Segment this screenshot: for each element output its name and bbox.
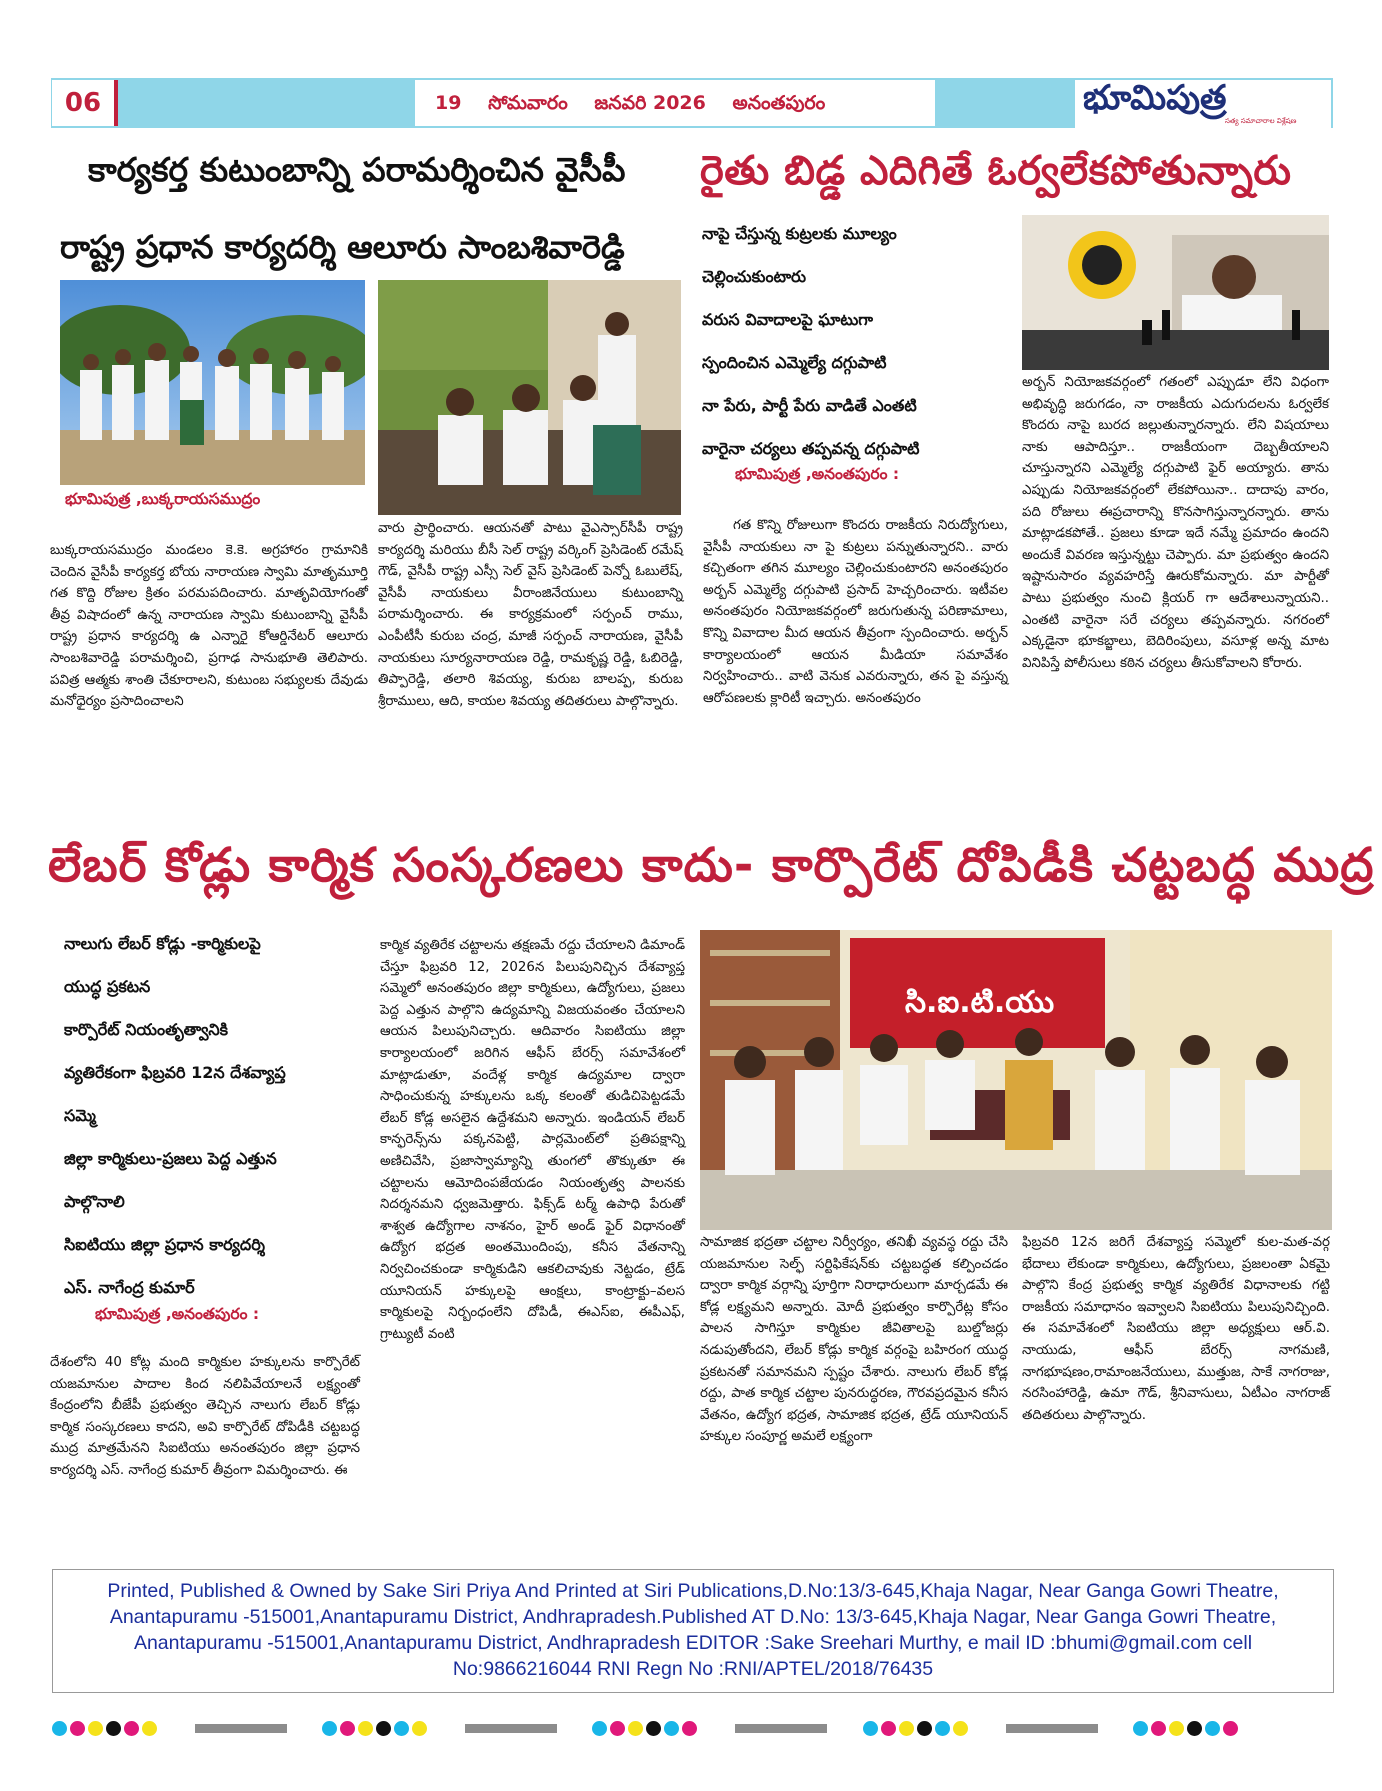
bottom-headline: లేబర్ కోడ్లు కార్మిక సంస్కరణలు కాదు- కార్పొరేట్ దోపిడీకి చట్టబద్ధ ముద్ర bbox=[48, 838, 1375, 893]
logo-text: భూమిపుత్ర bbox=[1083, 78, 1227, 118]
right-subhead: వారైనా చర్యలు తప్పవన్న దగ్గుపాటి bbox=[702, 439, 920, 458]
page-number: 06 bbox=[52, 80, 118, 126]
bottom-subhead: యుద్ధ ప్రకటన bbox=[64, 977, 151, 996]
newspaper-logo bbox=[1075, 80, 1331, 128]
bottom-subheads bbox=[64, 922, 364, 1309]
imprint-box bbox=[52, 1569, 1334, 1693]
registration-colorbar bbox=[52, 1721, 1332, 1737]
right-byline: భూమిపుత్ర ,అనంతపురం : bbox=[735, 465, 900, 483]
citu-banner-text: సి.ఐ.టి.యు bbox=[905, 985, 1055, 1020]
photo-citu-illustration bbox=[700, 930, 1332, 1230]
photo-mla-press-meet bbox=[1022, 215, 1329, 370]
left-headline-1: కార్యకర్త కుటుంబాన్ని పరామర్శించిన వైసీపీ bbox=[88, 150, 626, 189]
bottom-subhead: సమ్మె bbox=[64, 1106, 96, 1125]
bottom-subhead: వ్యతిరేకంగా ఫిబ్రవరి 12న దేశవ్యాప్త bbox=[64, 1063, 286, 1082]
right-col-b: అర్బన్ నియోజకవర్గంలో గతంలో ఎప్పుడూ లేని విధంగా అభివృద్ధి జరుగడం, నా రాజకీయ ఎదుగుదలను ఓర్వలేక కొందరు నాపై బురద జల్లుతున్నారన్నారు. లేని విషయాలు నాకు ఆపాదిస్తూ.. రాజకీయంగా దెబ్బతీయాలని చూస్తున్నారని ఎమ్మెల్యే దగ్గుపాటి ఫైర్ అయ్యారు. తాను ఎప్పుడు నియోజకవర్గంలో లేకపోయినా.. దాదాపు వారం, పది రోజులు ఈప్రచారాన్ని కొనసాగిస్తున్నారన్నారు. తాను మాట్లాడకపోతే.. ప్రజలు కూడా ఇదే నమ్మే ప్రమాదం ఉందని అందుకే వివరణ ఇస్తున్నట్టు చెప్పారు. మా ప్రభుత్వం ఉందని ఇష్టానుసారం వ్యవహరిస్తే ఊరుకోమన్నారు. మా పార్టీతో పాటు ప్రభుత్వం నుంచి క్లియర్ గా ఆదేశాలున్నాయని.. ఎంతటి వారైనా సరే చర్యలు తప్పవన్నారు. నగరంలో ఎక్కడైనా భూకబ్జాలు, బెదిరింపులు, వసూళ్ల అన్న మాట వినిపిస్తే పోలీసులు కఠిన చర్యలు తీసుకోవాలని కోరారు. bbox=[1022, 375, 1329, 671]
right-headline: రైతు బిడ్డ ఎదిగితే ఓర్వలేకపోతున్నారు bbox=[700, 148, 1292, 194]
bottom-col-4: ఫిబ్రవరి 12న జరిగే దేశవ్యాప్త సమ్మెలో కుల-మత-వర్గ భేదాలు లేకుండా కార్మికులు, ఉద్యోగులు, ప్రజలంతా ఏకమై పాల్గొని కేంద్ర ప్రభుత్వ కార్మిక వ్యతిరేక విధానాలకు గట్టి రాజకీయ సమాధానం ఇవ్వాలని సిఐటియు పిలుపునిచ్చింది. ఈ సమావేశంలో సిఐటియు జిల్లా అధ్యక్షులు ఆర్.వి. నాయుడు, ఆఫీస్ బేరర్స్ నాగమణి, నాగభూషణం,రామాంజనేయులు, ముత్తుజ, సాకే నాగరాజు, నరసింహారెడ్డి, ఉమా గౌడ్, శ్రీనివాసులు, ఏటీఎం నాగరాజ్ తదితరులు పాల్గొన్నారు. bbox=[1022, 1235, 1330, 1423]
bottom-byline: భూమిపుత్ర ,అనంతపురం : bbox=[95, 1305, 260, 1323]
city: అనంతపురం bbox=[732, 92, 826, 114]
weekday: సోమవారం bbox=[488, 92, 568, 114]
photo-press-meet-illustration bbox=[1022, 215, 1329, 370]
date-day: 19 bbox=[435, 92, 462, 114]
bottom-subhead: కార్పొరేట్ నియంతృత్వానికి bbox=[64, 1020, 229, 1039]
photo-leaders-meeting bbox=[378, 280, 681, 515]
right-subhead: చెల్లించుకుంటారు bbox=[702, 267, 807, 286]
date-line bbox=[415, 80, 935, 126]
left-headline-2: రాష్ట్ర ప్రధాన కార్యదర్శి ఆలూరు సాంబశివారెడ్డి bbox=[60, 228, 625, 266]
photo-meeting-illustration bbox=[378, 280, 681, 515]
imprint-text: Printed, Published & Owned by Sake Siri Priya And Printed at Siri Publications,D.No:13/3-645,Khaja Nagar, Near Ganga Gowri Theatre, Anantapuramu -515001,Anantapuramu District, Andhrapradesh.Published AT D.No: 13/3-645,Khaja Nagar, Near Ganga Gowri Theatre, Anantapuramu -515001,Anantapuramu District, Andhrapradesh EDITOR :Sake Sreehari Murthy, e mail ID :bhumi@gmail.com cell No:9866216044 RNI Regn No :RNI/APTEL/2018/76435 bbox=[107, 1580, 1279, 1680]
bottom-subhead: ఎస్. నాగేంద్ర కుమార్ bbox=[64, 1278, 195, 1297]
logo-tagline: సత్య సమాచారాల విశ్లేషణ bbox=[1225, 117, 1297, 125]
right-subhead: స్పందించిన ఎమ్మెల్యే దగ్గుపాటి bbox=[702, 353, 887, 372]
bottom-col-1: దేశంలోని 40 కోట్ల మంది కార్మికుల హక్కులను కార్పొరేట్ యజమానుల పాదాల కింద నలిపివేయాలనే లక్ష్యంతో కేంద్రంలోని బీజేపీ ప్రభుత్వం తెచ్చిన నాలుగు లేబర్ కోడ్లు కార్మిక సంస్కరణలు కాదని, అవి కార్పొరేట్ దోపిడీకి చట్టబద్ధ ముద్ర మాత్రమేనని సిఐటియు అనంతపురం జిల్లా ప్రధాన కార్యదర్శి ఎస్. నాగేంద్ర కుమార్ తీవ్రంగా విమర్శించారు. ఈ bbox=[50, 1355, 360, 1478]
bottom-subhead: పాల్గొనాలి bbox=[64, 1192, 125, 1211]
photo-walking-illustration bbox=[60, 280, 365, 485]
month-year: జనవరి 2026 bbox=[594, 92, 706, 114]
bottom-subhead: నాలుగు లేబర్ కోడ్లు -కార్మికులపై bbox=[64, 934, 261, 953]
bottom-subhead: జిల్లా కార్మికులు-ప్రజలు పెద్ద ఎత్తున bbox=[64, 1149, 277, 1168]
left-byline: భూమిపుత్ర ,బుక్కరాయసముద్రం bbox=[65, 490, 261, 508]
photo-citu-meeting bbox=[700, 930, 1332, 1230]
bottom-subhead: సిఐటియు జిల్లా ప్రధాన కార్యదర్శి bbox=[64, 1235, 265, 1254]
right-subhead: నా పేరు, పార్టీ పేరు వాడితే ఎంతటి bbox=[702, 396, 917, 415]
right-subhead: వరుస వివాదాలపై ఘాటుగా bbox=[702, 310, 873, 329]
bottom-col-2: కార్మిక వ్యతిరేక చట్టాలను తక్షణమే రద్దు చేయాలని డిమాండ్ చేస్తూ ఫిబ్రవరి 12, 2026న పిలుపునిచ్చిన దేశవ్యాప్త సమ్మెలో అనంతపురం జిల్లా కార్మికులు, ఉద్యోగులు, ప్రజలు పెద్ద ఎత్తున పాల్గొని ఉద్యమాన్ని విజయవంతం చేయాలని ఆయన పిలుపునిచ్చారు. ఆదివారం సిఐటియు జిల్లా కార్యాలయంలో జరిగిన ఆఫీస్ బేరర్స్ సమావేశంలో మాట్లాడుతూ, వందేళ్ల కార్మిక ఉద్యమాల ద్వారా సాధించుకున్న హక్కులను ఒక్క కలంతో తుడిచిపెట్టడమే లేబర్ కోడ్ల అసలైన ఉద్దేశమని అన్నారు. ఇండియన్ లేబర్ కాన్ఫరెన్స్‌ను పక్కనపెట్టి, పార్లమెంట్‌లో ప్రతిపక్షాన్ని అణిచివేసి, ప్రజాస్వామ్యాన్ని తుంగలో తొక్కుతూ ఈ చట్టాలను ఆమోదింపజేయడం నియంతృత్వ పాలనకు నిదర్శనమని ధ్వజమెత్తారు. ఫిక్స్‌డ్ టర్మ్ ఉపాధి పేరుతో శాశ్వత ఉద్యోగాల నాశనం, హైర్ అండ్ ఫైర్ విధానంతో ఉద్యోగ భద్రత అంతమొందింపు, కనీస వేతనాన్ని నిర్వచించకుండా కార్మికుడిని ఆకలిచావుకు నెట్టడం, ట్రేడ్ యూనియన్ హక్కులపై ఆంక్షలు, కాంట్రాక్టు–వలస కార్మికులపై నిర్బంధంలేని దోపిడీ, ఈఎస్ఐ, ఈపీఎఫ్, గ్రాట్యుటీ వంటి bbox=[380, 938, 685, 1342]
left-col-2: వారు ప్రార్థించారు. ఆయనతో పాటు వైఎస్సార్‌సీపీ రాష్ట్ర కార్యదర్శి మరియు బీసీ సెల్ రాష్ట్ర వర్కింగ్ ప్రెసిడెంట్ రమేష్ గౌడ్, వైసీపీ రాష్ట్ర ఎస్సీ సెల్ వైస్ ప్రెసిడెంట్ పెన్నో ఓబులేష్, వైసీపీ నాయకులు వీరాంజినేయులు కుటుంబాన్ని పరామర్శించారు. ఈ కార్యక్రమంలో సర్పంచ్ రాము, ఎంపీటీసీ కురుబ చంద్ర, మాజీ సర్పంచ్ నారాయణ, వైసీపీ నాయకులు సూర్యనారాయణ రెడ్డి, రామకృష్ణ రెడ్డి, ఓబిరెడ్డి, తిప్పారెడ్డి, తలారి శివయ్య, కురుబ బాలప్ప, కురుబ శ్రీరాములు, ఆది, కాయల శివయ్య తదితరులు పాల్గొన్నారు. bbox=[378, 521, 683, 709]
photo-leaders-walking bbox=[60, 280, 365, 485]
bottom-col-3: సామాజిక భద్రతా చట్టాల నిర్వీర్యం, తనిఖీ వ్యవస్థ రద్దు చేసి యజమానుల సెల్ఫ్ సర్టిఫికేషన్‌కు చట్టబద్ధత కల్పించడం ద్వారా కార్మిక వర్గాన్ని పూర్తిగా నిరాధారులుగా మార్చడమే ఈ కోడ్ల లక్ష్యమని అన్నారు. మోదీ ప్రభుత్వం కార్పొరేట్ల కోసం పాలన సాగిస్తూ కార్మికుల జీవితాలపై బుల్డోజర్లు నడుపుతోందని, లేబర్ కోడ్లు కార్మిక వర్గంపై బహిరంగ యుద్ధ ప్రకటనతో సమానమని స్పష్టం చేశారు. నాలుగు లేబర్ కోడ్ల రద్దు, పాత కార్మిక చట్టాల పునరుద్ధరణ, గౌరవప్రదమైన కనీస వేతనం, ఉద్యోగ భద్రత, సామాజిక భద్రత, ట్రేడ్ యూనియన్ హక్కుల సంపూర్ణ అమలే లక్ష్యంగా bbox=[700, 1235, 1008, 1445]
right-subheads bbox=[702, 212, 1012, 470]
right-subhead: నాపై చేస్తున్న కుట్రలకు మూల్యం bbox=[702, 224, 897, 243]
left-col-1: బుక్కరాయసముద్రం మండలం కె.కె. అగ్రహారం గ్రామానికి చెందిన వైసీపీ కార్యకర్త బోయ నారాయణ స్వామి మాతృమూర్తి గత కొద్ది రోజుల క్రితం పరమపదించారు. మాతృవియోగంతో తీవ్ర విషాదంలో ఉన్న నారాయణ స్వామి కుటుంబాన్ని వైసీపీ రాష్ట్ర ప్రధాన కార్యదర్శి ఉ ఎన్నారై కోఆర్డినేటర్ ఆలూరు సాంబశివారెడ్డి పరామర్శించి, ప్రగాఢ సానుభూతి తెలిపారు. పవిత్ర ఆత్మకు శాంతి చేకూరాలని, కుటుంబ సభ్యులకు దేవుడు మనోధైర్యం ప్రసాదించాలని bbox=[50, 543, 368, 710]
right-col-a: గత కొన్ని రోజులుగా కొందరు రాజకీయ నిరుద్యోగులు, వైసీపీ నాయకులు నా పై కుట్రలు పన్నుతున్నారని.. వారు కచ్చితంగా తగిన మూల్యం చెల్లించుకుంటారని అనంతపురం అర్బన్ ఎమ్మెల్యే దగ్గుపాటి ప్రసాద్ హెచ్చరించారు. ఇటీవల అనంతపురం నియోజకవర్గంలో జరుగుతున్న పరిణామాలు, కొన్ని వివాదాల మీద ఆయన తీవ్రంగా స్పందించారు. అర్బన్ కార్యాలయంలో ఆయన మీడియా సమావేశం నిర్వహించారు.. వాటి వెనుక ఎవరున్నారు, తన పై వస్తున్న ఆరోపణలకు క్లారిటీ ఇచ్చారు. అనంతపురం bbox=[703, 518, 1008, 706]
